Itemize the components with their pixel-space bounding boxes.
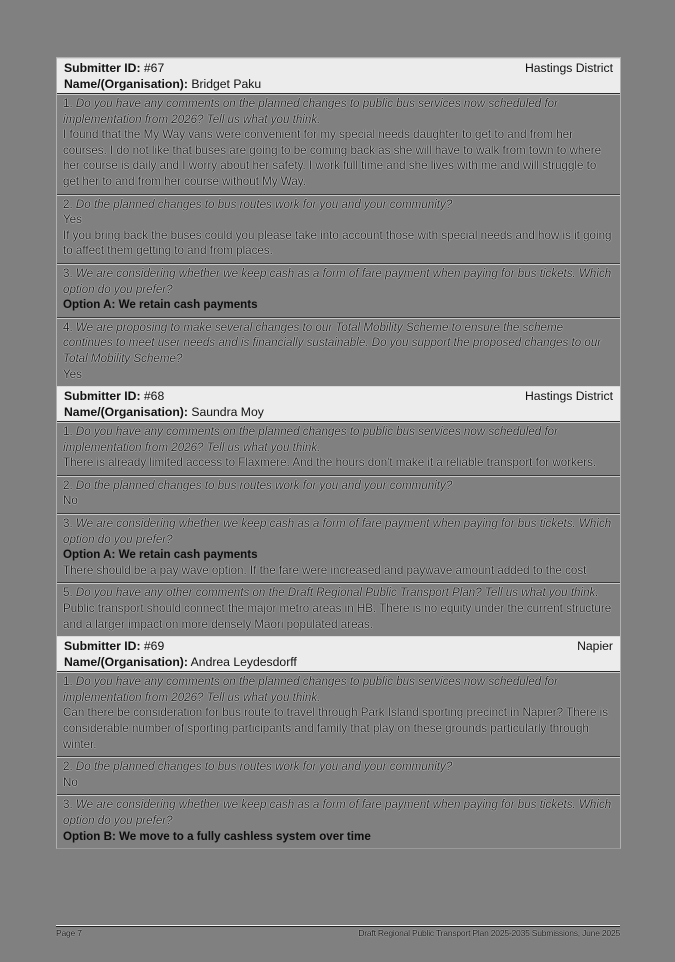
qa-block <box>57 672 620 757</box>
submitter-name-label: Name/(Organisation): <box>64 405 188 420</box>
submitter-id <box>64 638 164 654</box>
question-text: Do you have any other comments on the Draft Regional Public Transport Plan? Tell us what you think. <box>75 586 599 600</box>
qa-block <box>57 514 620 583</box>
qa-block <box>57 318 620 386</box>
question <box>63 585 614 601</box>
submitter-id-value: #68 <box>143 389 165 404</box>
submission-68 <box>57 386 620 636</box>
question-number: 4. <box>63 320 73 334</box>
submitter-id-label: Submitter ID: <box>64 61 141 75</box>
question-number: 3. <box>63 266 73 280</box>
submitter-name-value: Andrea Leydesdorff <box>190 655 297 670</box>
submission-67 <box>57 58 620 386</box>
question <box>63 797 614 828</box>
question-text: Do you have any comments on the planned changes to public bus services now scheduled for implementation from 2026? Tell us what you think. <box>63 425 558 454</box>
submission-69 <box>57 636 620 848</box>
submitter-id-value: #69 <box>143 639 165 654</box>
submitter-name-value: Saundra Moy <box>191 405 264 420</box>
question-number: 3. <box>63 517 73 531</box>
question-number: 2. <box>63 760 73 774</box>
qa-block <box>57 583 620 636</box>
page-number: Page 7 <box>56 928 82 938</box>
option-answer: Option A: We retain cash payments <box>63 548 258 562</box>
submitter-id-label: Submitter ID: <box>64 389 141 404</box>
short-answer: Yes <box>63 367 82 381</box>
submitter-id-label: Submitter ID: <box>64 639 141 654</box>
page-footer <box>56 928 620 939</box>
question-text: We are considering whether we keep cash as a form of fare payment when paying for bus tickets. Which option do you prefer? <box>63 266 612 296</box>
question <box>63 320 614 367</box>
answer-text: Can there be consideration for bus route to travel through Park Island sporting precinct in Napier? There is considerable number of sporting participants and family that play on these grounds particularly through winter. <box>63 706 608 751</box>
question <box>63 516 614 547</box>
answer-text: If you bring back the buses could you please take into account those with special needs and how is it going to affect them getting to and from places. <box>63 228 612 258</box>
submitter-district: Hastings District <box>524 389 613 404</box>
question-number: 1. <box>63 675 73 689</box>
question <box>63 197 614 213</box>
short-answer: No <box>63 775 78 789</box>
answer-text: Public transport should connect the major metro areas in HB. There is no equity under the current structure and a larger impact on more densely Maori populated areas. <box>63 602 612 631</box>
document-title: Draft Regional Public Transport Plan 2025-2035 Submissions, June 2025 <box>358 928 620 938</box>
submitter-name <box>64 404 264 420</box>
submitter-name <box>64 76 261 92</box>
submitter-header <box>57 58 620 94</box>
question-number: 5. <box>63 586 73 600</box>
submitter-header <box>57 636 620 672</box>
submitter-name-label: Name/(Organisation): <box>64 77 188 91</box>
question-text: Do the planned changes to bus routes work for you and your community? <box>75 478 453 492</box>
question-text: Do you have any comments on the planned changes to public bus services now scheduled for implementation from 2026? Tell us what you think. <box>63 675 558 704</box>
submitter-district: Hastings District <box>524 61 613 75</box>
question <box>63 759 614 775</box>
question <box>63 478 614 494</box>
question-text: Do you have any comments on the planned changes to public bus services now scheduled for implementation from 2026? Tell us what you think. <box>63 97 558 126</box>
answer-text: There is already limited access to Flaxmere. And the hours don't make it a reliable transport for workers. <box>63 456 597 470</box>
qa-block <box>57 422 620 476</box>
question-text: Do the planned changes to bus routes work for you and your community? <box>75 760 453 774</box>
submitter-name <box>64 654 297 670</box>
question-text: We are considering whether we keep cash as a form of fare payment when paying for bus tickets. Which option do you prefer? <box>63 798 612 827</box>
question <box>63 96 614 127</box>
qa-block <box>57 795 620 848</box>
submitter-header <box>57 386 620 422</box>
question-text: Do the planned changes to bus routes work for you and your community? <box>75 197 453 211</box>
question-number: 1. <box>63 97 73 110</box>
question <box>63 674 614 705</box>
qa-block <box>57 264 620 318</box>
qa-block <box>57 94 620 195</box>
option-answer: Option B: We move to a fully cashless system over time <box>63 829 371 843</box>
option-answer: Option A: We retain cash payments <box>63 298 258 312</box>
submitter-name-label: Name/(Organisation): <box>64 655 188 670</box>
submitter-id <box>64 60 164 76</box>
answer-text: I found that the My Way vans were convenient for my special needs daughter to get to and from her courses. I do not like that buses are going to be coming back as she will have to walk from town to where her course is daily and I worry about her safety. I work full time and she lives with me and will struggle to get her to and from her course without My Way. <box>63 128 602 188</box>
qa-block <box>57 476 620 514</box>
submitter-name-value: Bridget Paku <box>191 77 262 91</box>
submissions-page-body <box>56 57 621 849</box>
short-answer: No <box>63 494 78 508</box>
submitter-id-value: #67 <box>143 61 165 75</box>
question-number: 2. <box>63 197 73 211</box>
qa-block <box>57 195 620 264</box>
answer-text: There should be a pay wave option. If the fare were increased and paywave amount added to the cost <box>63 563 587 577</box>
question-text: We are considering whether we keep cash as a form of fare payment when paying for bus tickets. Which option do you prefer? <box>63 517 612 546</box>
submitter-id <box>64 388 164 404</box>
footer-divider <box>56 925 620 927</box>
qa-block <box>57 757 620 795</box>
question-text: We are proposing to make several changes to our Total Mobility Scheme to ensure the scheme continues to meet user needs and is financially sustainable. Do you support the proposed changes to our Total Mobility Scheme? <box>63 320 602 365</box>
question-number: 3. <box>63 798 73 812</box>
question <box>63 266 614 297</box>
question <box>63 424 614 455</box>
question-number: 1. <box>63 425 73 439</box>
short-answer: Yes <box>63 213 82 227</box>
submitter-district: Napier <box>577 639 613 654</box>
question-number: 2. <box>63 478 73 492</box>
